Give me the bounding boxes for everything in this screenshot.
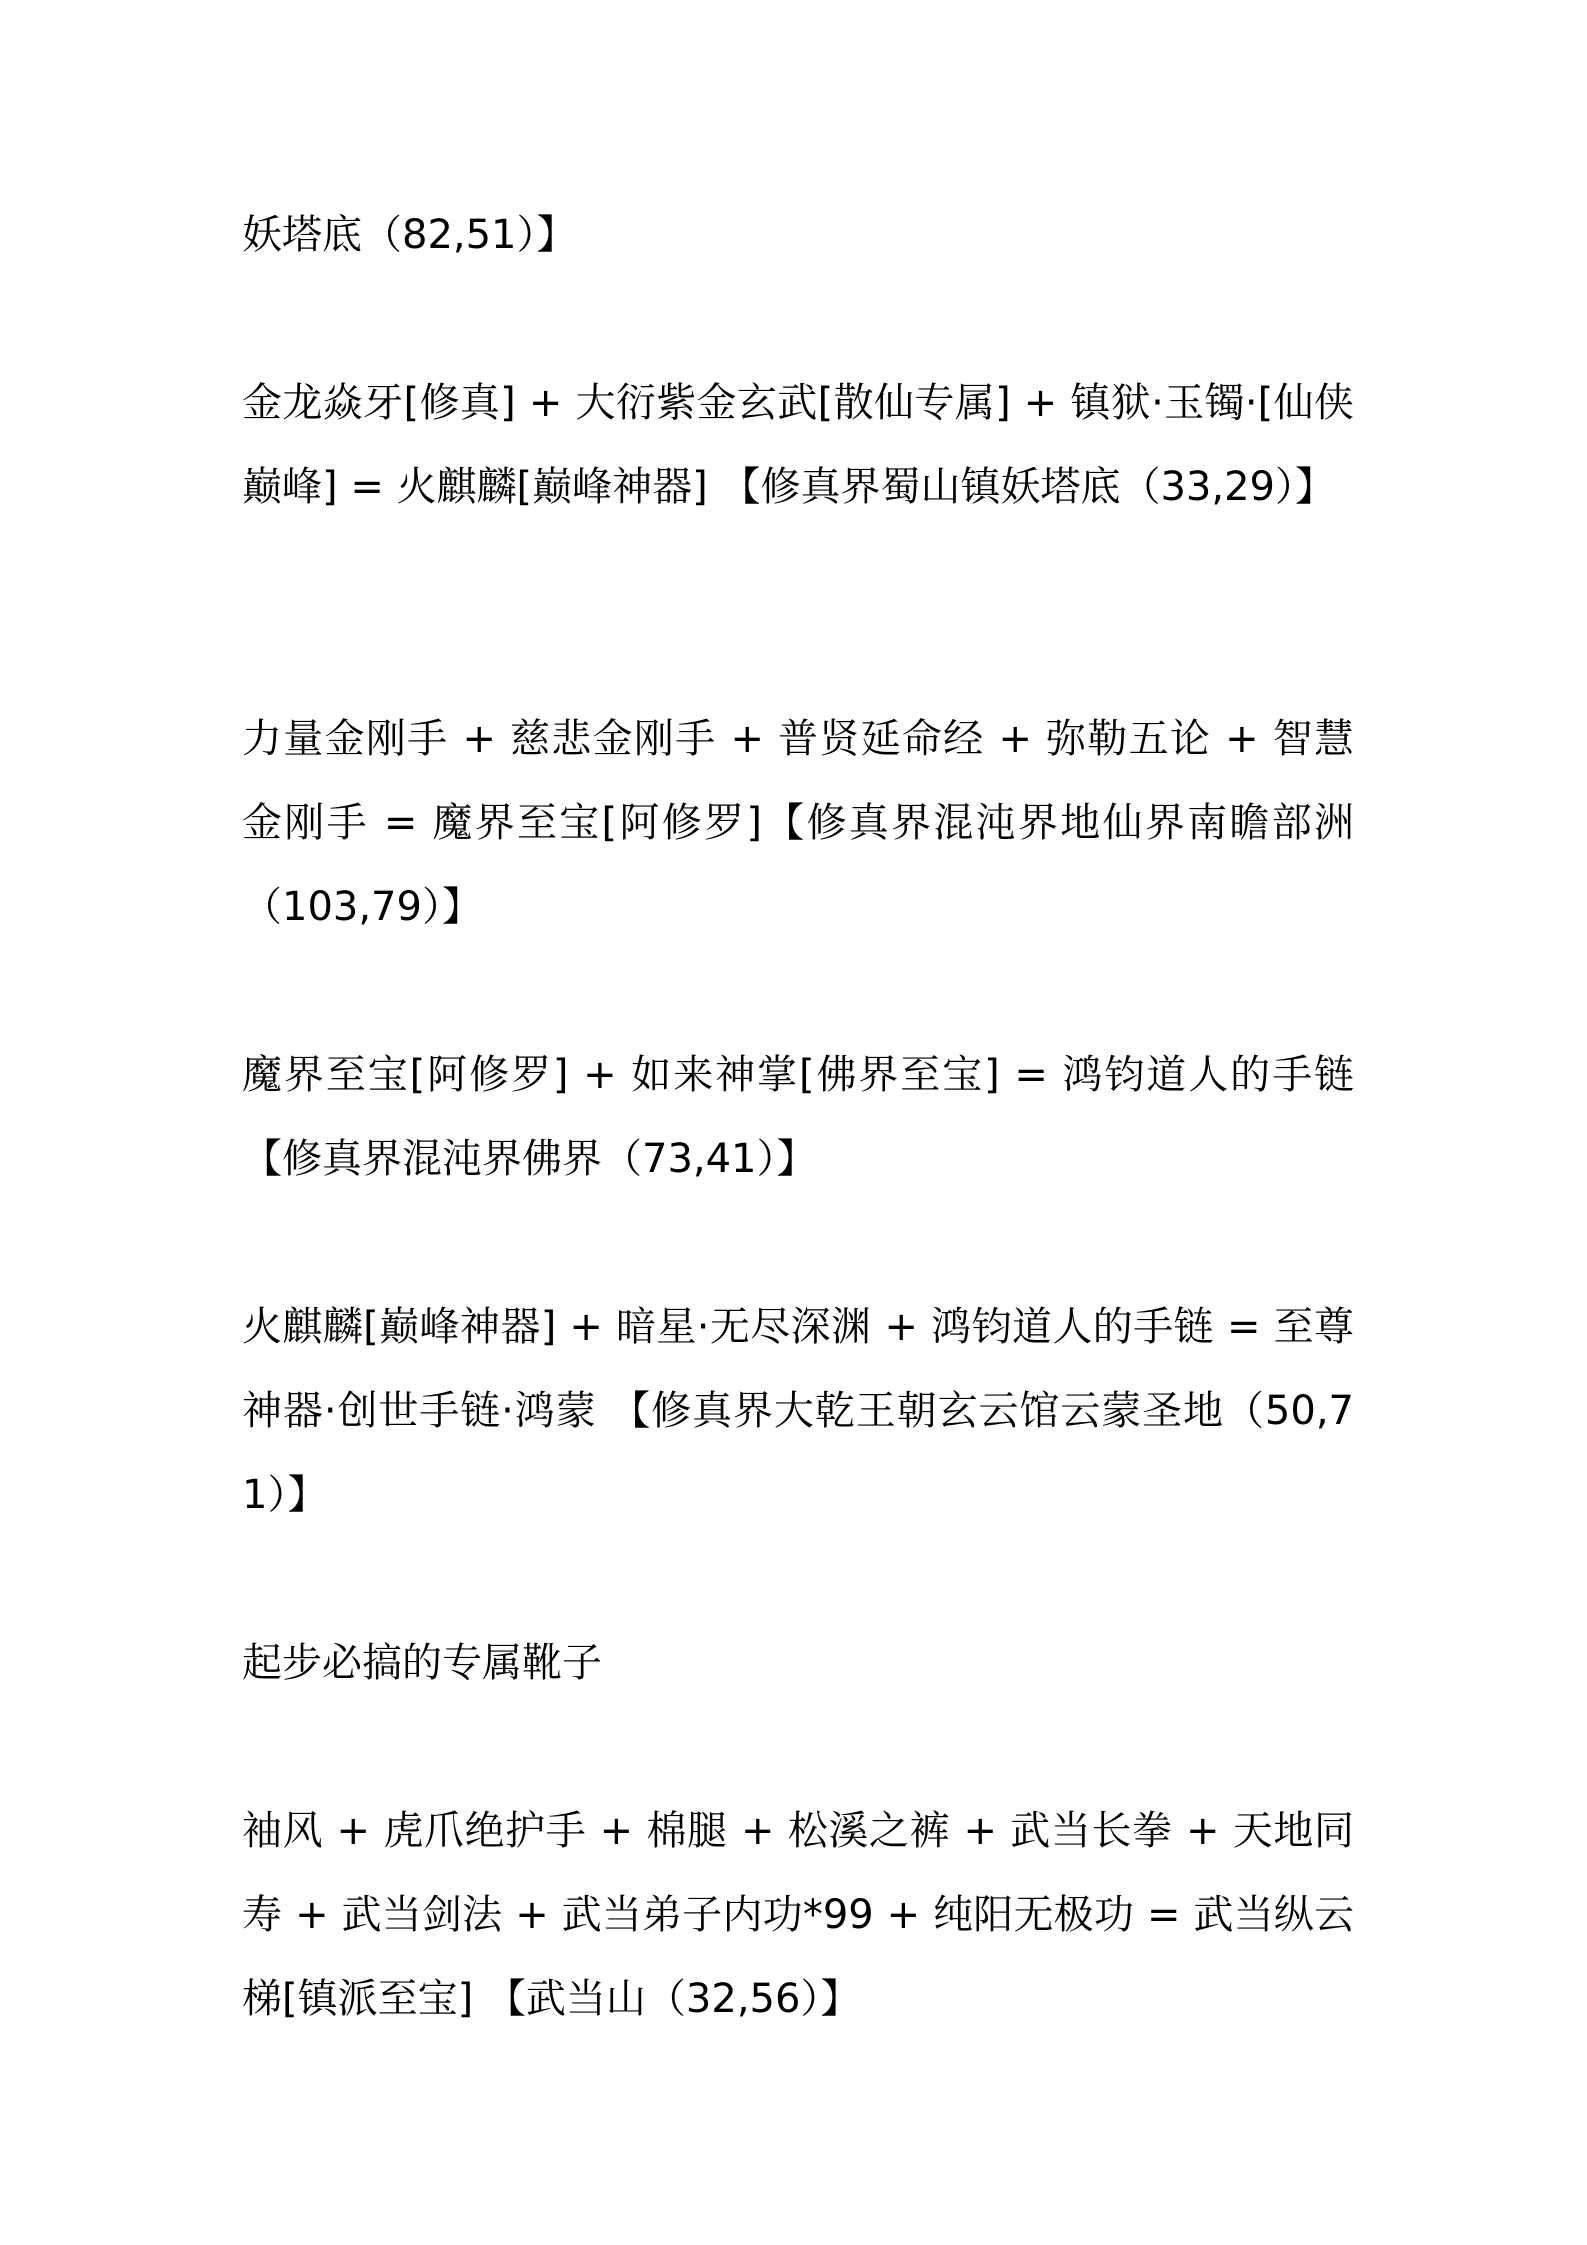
- section-heading-boots: 起步必搞的专属靴子: [242, 1640, 602, 1686]
- paragraph-recipe-hongjun-bracelet: 魔界至宝[阿修罗] + 如来神掌[佛界至宝] = 鸿钧道人的手链【修真界混沌界佛界（73,41）】: [242, 1052, 1354, 1182]
- paragraph-recipe-supreme-artifact: 火麒麟[巅峰神器] + 暗星·无尽深渊 + 鸿钧道人的手链 = 至尊神器·创世手链·鸿蒙 【修真界大乾王朝玄云馆云蒙圣地（50,71）】: [242, 1304, 1354, 1518]
- paragraph-location-fragment: 妖塔底（82,51）】: [242, 212, 577, 258]
- paragraph-recipe-wudang-boots: 袖风 + 虎爪绝护手 + 棉腿 + 松溪之裤 + 武当长拳 + 天地同寿 + 武当剑法 + 武当弟子内功*99 + 纯阳无极功 = 武当纵云梯[镇派至宝] 【武当山（32,56）】: [242, 1808, 1354, 2022]
- paragraph-recipe-asura: 力量金刚手 + 慈悲金刚手 + 普贤延命经 + 弥勒五论 + 智慧金刚手 = 魔界至宝[阿修罗]【修真界混沌界地仙界南瞻部洲（103,79）】: [242, 716, 1354, 930]
- paragraph-recipe-fire-qilin: 金龙焱牙[修真] + 大衍紫金玄武[散仙专属] + 镇狱·玉镯·[仙侠巅峰] = 火麒麟[巅峰神器] 【修真界蜀山镇妖塔底（33,29）】: [242, 380, 1354, 510]
